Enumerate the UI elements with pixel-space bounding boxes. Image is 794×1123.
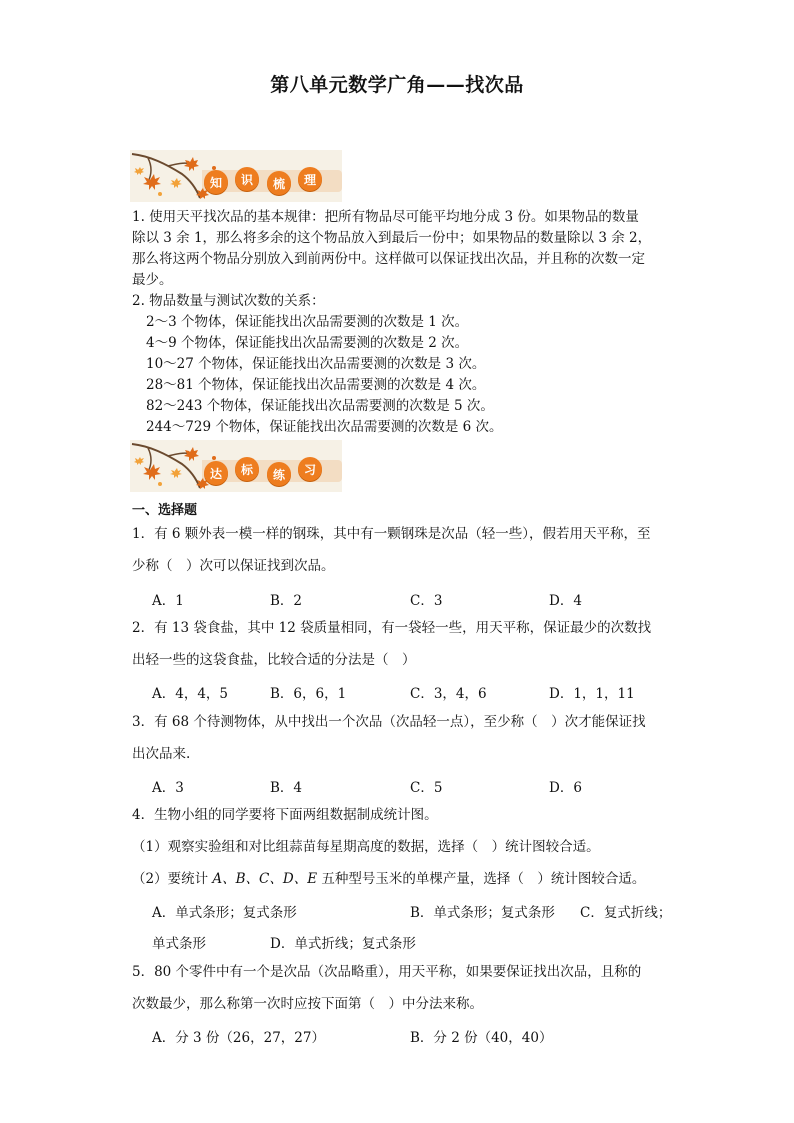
question-1-text: 少称（ ）次可以保证找到次品。 [132,558,335,574]
q4-option-b: B．单式条形；复式条形 [410,905,555,921]
question-4-sub2 [132,869,645,889]
banner-char: 知 [204,170,228,194]
practice-banner [130,440,342,492]
q3-option-a: A．3 [152,780,184,796]
knowledge-text: 除以 3 余 1，那么将多余的这个物品放入到最后一份中；如果物品的数量除以 3 余 2， [132,230,652,246]
knowledge-text: 那么将这两个物品分别放入到前两份中。这样做可以保证找出次品，并且称的次数一定 [132,251,645,267]
q1-option-a: A．1 [152,593,184,609]
knowledge-text: 2. 物品数量与测试次数的关系： [132,293,325,309]
question-5-text: 次数最少，那么称第一次时应按下面第（ ）中分法来称。 [132,996,483,1012]
question-3-text: 3．有 68 个待测物体，从中找出一个次品（次品轻一点），至少称（ ）次才能保证找 [132,714,646,730]
q4-sub2-pre: （2）要统计 [132,871,213,887]
question-4-text: 4．生物小组的同学要将下面两组数据制成统计图。 [132,807,438,823]
q4-sub2-post: 五种型号玉米的单棵产量，选择（ ）统计图较合适。 [317,871,646,887]
q4-option-a: A．单式条形；复式条形 [152,905,297,921]
q1-option-c: C．3 [410,593,443,609]
knowledge-text: 最少。 [132,272,173,288]
q2-option-d: D．1，1，11 [549,686,635,702]
q3-option-c: C．5 [410,780,443,796]
banner-char: 识 [235,167,259,191]
knowledge-row: 2～3 个物体，保证能找出次品需要测的次数是 1 次。 [146,314,469,330]
banner-char: 习 [298,457,322,481]
knowledge-row: 244～729 个物体，保证能找出次品需要测的次数是 6 次。 [146,419,503,435]
knowledge-row: 4～9 个物体，保证能找出次品需要测的次数是 2 次。 [146,335,469,351]
knowledge-row: 28～81 个物体，保证能找出次品需要测的次数是 4 次。 [146,377,486,393]
page-title: 第八单元数学广角——找次品 [270,74,524,96]
q3-option-b: B．4 [270,780,303,796]
banner-char: 练 [267,462,291,486]
question-2-text: 2．有 13 袋食盐，其中 12 袋质量相同，有一袋轻一些，用天平称，保证最少的次数找 [132,620,652,636]
knowledge-row: 10～27 个物体，保证能找出次品需要测的次数是 3 次。 [146,356,486,372]
banner-char: 梳 [267,171,291,195]
banner-char: 达 [204,461,228,485]
banner-char: 理 [298,167,322,191]
question-2-text: 出轻一些的这袋食盐，比较合适的分法是（ ） [132,652,416,668]
banner-char: 标 [235,457,259,481]
question-4-sub1: （1）观察实验组和对比组蒜苗每星期高度的数据，选择（ ）统计图较合适。 [132,839,600,855]
knowledge-row: 82～243 个物体，保证能找出次品需要测的次数是 5 次。 [146,398,494,414]
q2-option-b: B．6，6，1 [270,686,347,702]
q4-option-d: D．单式折线；复式条形 [270,936,416,952]
section-heading: 一、选择题 [132,503,198,518]
q5-option-a: A．分 3 份（26，27，27） [152,1030,325,1046]
q4-option-c: C．复式折线； [580,905,672,921]
q1-option-b: B．2 [270,593,303,609]
q5-option-b: B．分 2 份（40，40） [410,1030,553,1046]
q2-option-c: C．3，4，6 [410,686,487,702]
question-3-text: 出次品来. [132,746,191,762]
q1-option-d: D．4 [549,593,582,609]
q4-sub2-letters: A、B、C、D、E [212,871,318,887]
knowledge-text: 1. 使用天平找次品的基本规律：把所有物品尽可能平均地分成 3 份。如果物品的数量 [132,209,639,225]
question-5-text: 5．80 个零件中有一个是次品（次品略重），用天平称，如果要保证找出次品，且称的 [132,964,642,980]
question-1-text: 1．有 6 颗外表一模一样的钢珠，其中有一颗钢珠是次品（轻一些），假若用天平称，至 [132,526,651,542]
q2-option-a: A．4，4，5 [152,686,229,702]
q4-option-c-cont: 单式条形 [152,936,206,952]
knowledge-banner [130,150,342,202]
q3-option-d: D．6 [549,780,582,796]
